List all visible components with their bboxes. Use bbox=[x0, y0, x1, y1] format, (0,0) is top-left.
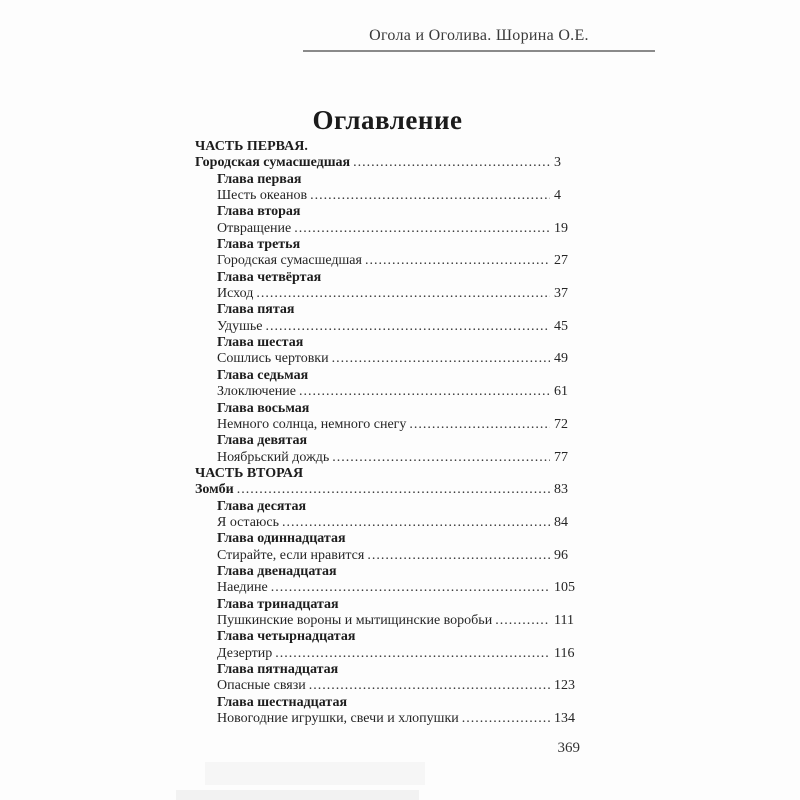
toc-chapter-heading bbox=[195, 401, 580, 417]
dot-leader bbox=[495, 613, 550, 629]
entry-label: Отвращение bbox=[217, 220, 292, 236]
dot-leader bbox=[332, 351, 550, 367]
toc-chapter-title bbox=[195, 417, 580, 433]
toc-section-entry bbox=[195, 482, 580, 498]
toc-chapter-heading bbox=[195, 564, 580, 580]
toc-chapter-heading bbox=[195, 695, 580, 711]
toc-chapter-title bbox=[195, 450, 580, 466]
dot-leader bbox=[310, 188, 550, 204]
entry-page-number: 111 bbox=[554, 612, 574, 628]
dot-leader bbox=[353, 155, 550, 171]
toc-chapter-heading bbox=[195, 270, 580, 286]
toc-chapter-heading bbox=[195, 302, 580, 318]
toc-chapter-title bbox=[195, 221, 580, 237]
dot-leader bbox=[332, 450, 550, 466]
toc-chapter-title bbox=[195, 613, 580, 629]
dot-leader bbox=[299, 384, 550, 400]
entry-page-number: 37 bbox=[554, 286, 568, 302]
entry-label: Городская сумасшедшая bbox=[217, 253, 362, 269]
toc-chapter-title bbox=[195, 580, 580, 596]
dot-leader bbox=[275, 646, 550, 662]
entry-label: Наедине bbox=[217, 580, 268, 596]
entry-page-number: 83 bbox=[554, 482, 568, 498]
entry-label: Глава одиннадцатая bbox=[217, 531, 346, 547]
toc-chapter-title bbox=[195, 351, 580, 367]
toc-chapter-title bbox=[195, 711, 580, 727]
toc-chapter-heading bbox=[195, 597, 580, 613]
entry-label: Стирайте, если нравится bbox=[217, 547, 365, 563]
entry-page-number: 96 bbox=[554, 547, 568, 563]
entry-label: Глава шестая bbox=[217, 335, 304, 351]
page-number: 369 bbox=[557, 740, 580, 756]
dot-leader bbox=[367, 548, 550, 564]
scan-artifact bbox=[176, 790, 419, 800]
entry-label: Новогодние игрушки, свечи и хлопушки bbox=[217, 711, 459, 727]
toc-chapter-heading bbox=[195, 368, 580, 384]
entry-page-number: 45 bbox=[554, 318, 568, 334]
toc-chapter-title bbox=[195, 319, 580, 335]
entry-label: Злоключение bbox=[217, 384, 296, 400]
toc-chapter-heading bbox=[195, 499, 580, 515]
toc-chapter-heading bbox=[195, 172, 580, 188]
entry-page-number: 27 bbox=[554, 253, 568, 269]
entry-label: Глава четырнадцатая bbox=[217, 629, 356, 645]
toc-chapter-heading bbox=[195, 531, 580, 547]
dot-leader bbox=[256, 286, 550, 302]
dot-leader bbox=[237, 482, 550, 498]
entry-page-number: 3 bbox=[554, 155, 561, 171]
entry-label: Глава третья bbox=[217, 237, 301, 253]
scan-artifact bbox=[205, 762, 425, 785]
toc-part-header bbox=[195, 139, 580, 155]
running-header bbox=[303, 27, 655, 52]
entry-label: Зомби bbox=[195, 482, 234, 498]
entry-label: Опасные связи bbox=[217, 678, 306, 694]
entry-label: Пушкинские вороны и мытищинские воробьи bbox=[217, 612, 493, 628]
entry-page-number: 72 bbox=[554, 416, 568, 432]
entry-page-number: 61 bbox=[554, 384, 568, 400]
entry-label: Исход bbox=[217, 286, 254, 302]
entry-label: Глава вторая bbox=[217, 204, 301, 220]
entry-label: Глава двенадцатая bbox=[217, 563, 337, 579]
toc-chapter-title bbox=[195, 188, 580, 204]
entry-page-number: 49 bbox=[554, 351, 568, 367]
entry-label: Глава седьмая bbox=[217, 367, 309, 383]
entry-label: ЧАСТЬ ПЕРВАЯ. bbox=[195, 139, 308, 154]
entry-label: ЧАСТЬ ВТОРАЯ bbox=[195, 465, 304, 481]
dot-leader bbox=[282, 515, 550, 531]
entry-label: Дезертир bbox=[217, 645, 273, 661]
entry-label: Глава девятая bbox=[217, 433, 308, 449]
entry-page-number: 134 bbox=[554, 711, 575, 727]
toc-chapter-heading bbox=[195, 237, 580, 253]
entry-label: Немного солнца, немного снегу bbox=[217, 416, 407, 432]
entry-label: Глава десятая bbox=[217, 498, 307, 514]
entry-page-number: 123 bbox=[554, 678, 575, 694]
toc-chapter-heading bbox=[195, 204, 580, 220]
entry-label: Глава первая bbox=[217, 171, 302, 187]
toc-chapter-title bbox=[195, 678, 580, 694]
entry-page-number: 4 bbox=[554, 188, 561, 204]
entry-page-number: 77 bbox=[554, 449, 568, 465]
dot-leader bbox=[265, 319, 550, 335]
entry-label: Сошлись чертовки bbox=[217, 351, 329, 367]
dot-leader bbox=[309, 678, 550, 694]
entry-label: Шесть океанов bbox=[217, 188, 308, 204]
toc-chapter-title bbox=[195, 515, 580, 531]
toc-chapter-title bbox=[195, 646, 580, 662]
entry-label: Ноябрьский дождь bbox=[217, 449, 330, 465]
toc-list bbox=[195, 139, 580, 727]
entry-label: Я остаюсь bbox=[217, 514, 279, 530]
dot-leader bbox=[365, 253, 550, 269]
entry-page-number: 105 bbox=[554, 580, 575, 596]
dot-leader bbox=[409, 417, 550, 433]
toc-chapter-heading bbox=[195, 629, 580, 645]
toc-chapter-title bbox=[195, 548, 580, 564]
entry-label: Глава тринадцатая bbox=[217, 596, 339, 612]
toc-chapter-heading bbox=[195, 433, 580, 449]
dot-leader bbox=[294, 221, 550, 237]
toc-chapter-title bbox=[195, 286, 580, 302]
entry-label: Глава пятая bbox=[217, 302, 295, 318]
entry-page-number: 84 bbox=[554, 514, 568, 530]
toc-part-header bbox=[195, 466, 580, 482]
entry-label: Глава шестнадцатая bbox=[217, 694, 348, 710]
toc-chapter-heading bbox=[195, 662, 580, 678]
entry-label: Глава четвёртая bbox=[217, 269, 322, 285]
toc-section-entry bbox=[195, 155, 580, 171]
entry-label: Удушье bbox=[217, 318, 263, 334]
entry-label: Городская сумасшедшая bbox=[195, 155, 351, 171]
dot-leader bbox=[271, 580, 550, 596]
running-title: Огола и Оголива. Шорина О.Е. bbox=[369, 27, 589, 44]
entry-page-number: 116 bbox=[554, 645, 575, 661]
toc-chapter-title bbox=[195, 253, 580, 269]
toc-chapter-heading bbox=[195, 335, 580, 351]
entry-label: Глава восьмая bbox=[217, 400, 310, 416]
dot-leader bbox=[462, 711, 550, 727]
entry-label: Глава пятнадцатая bbox=[217, 662, 339, 677]
page-title: Оглавление bbox=[312, 105, 463, 135]
toc-chapter-title bbox=[195, 384, 580, 400]
entry-page-number: 19 bbox=[554, 220, 568, 236]
